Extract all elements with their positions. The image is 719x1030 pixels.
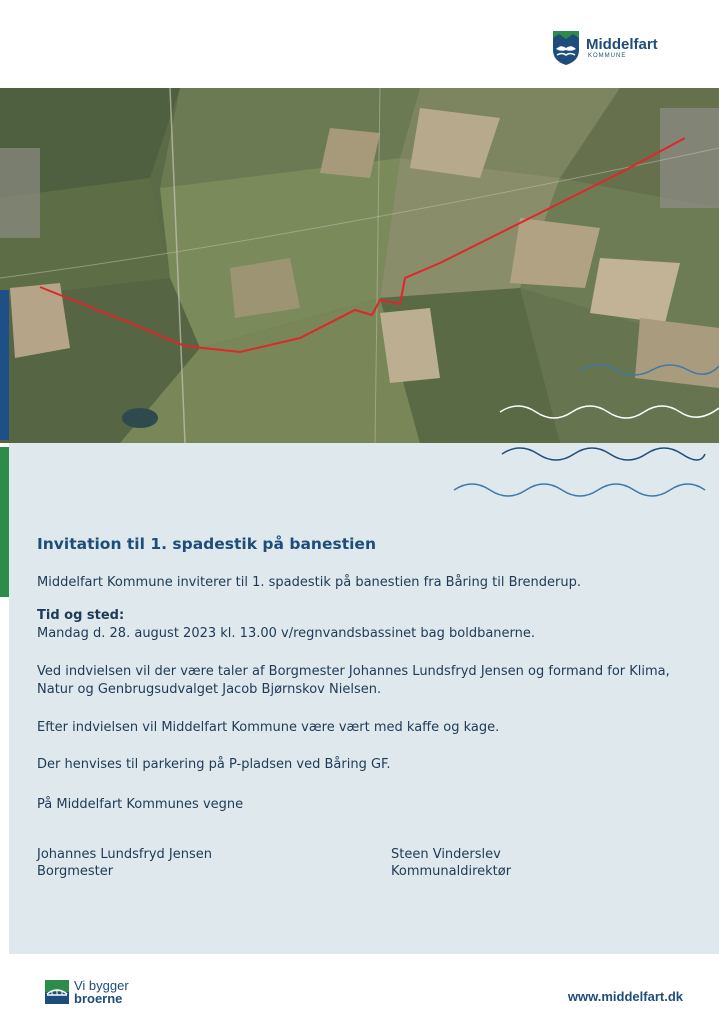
invitation-content	[37, 533, 697, 774]
coffee-text: Efter indvielsen vil Middelfart Kommune være vært med kaffe og kage.	[37, 720, 500, 735]
time-place-heading: Tid og sted:	[37, 608, 125, 623]
mayor-title: Borgmester	[37, 864, 114, 879]
parking-text: Der henvises til parkering på P-pladsen ved Båring GF.	[37, 757, 391, 772]
invitation-title: Invitation til 1. spadestik på banestien	[37, 535, 376, 553]
director-name: Steen Vinderslev	[391, 847, 501, 862]
slogan-line-2: broerne	[74, 991, 123, 1006]
wave-decoration	[440, 360, 719, 510]
logo-subtitle: KOMMUNE	[588, 53, 627, 59]
logo-name: Middelfart	[586, 36, 658, 53]
middelfart-logo	[552, 30, 658, 66]
slogan-line-1: Vi bygger	[74, 978, 129, 993]
bridge-icon	[45, 980, 69, 1004]
on-behalf-text: På Middelfart Kommunes vegne	[37, 797, 244, 812]
footer	[0, 954, 719, 1030]
signature-director	[391, 846, 511, 880]
green-accent-bar	[0, 447, 9, 597]
shield-icon	[552, 30, 580, 66]
speeches-text: Ved indvielsen vil der være taler af Borgmester Johannes Lundsfryd Jensen og formand for Klima, Natur og Genbrugsudvalget Jacob Bjørnskov Nielsen.	[37, 664, 670, 697]
blue-accent-bar	[0, 290, 9, 440]
director-title: Kommunaldirektør	[391, 864, 512, 879]
invitation-intro: Middelfart Kommune inviterer til 1. spadestik på banestien fra Båring til Brenderup.	[37, 575, 582, 590]
signature-mayor	[37, 846, 212, 880]
time-place-text: Mandag d. 28. august 2023 kl. 13.00 v/regnvandsbassinet bag boldbanerne.	[37, 626, 536, 641]
website-link[interactable]: www.middelfart.dk	[567, 989, 683, 1004]
slogan-logo	[45, 979, 129, 1005]
mayor-name: Johannes Lundsfryd Jensen	[37, 847, 212, 862]
header	[0, 0, 719, 88]
